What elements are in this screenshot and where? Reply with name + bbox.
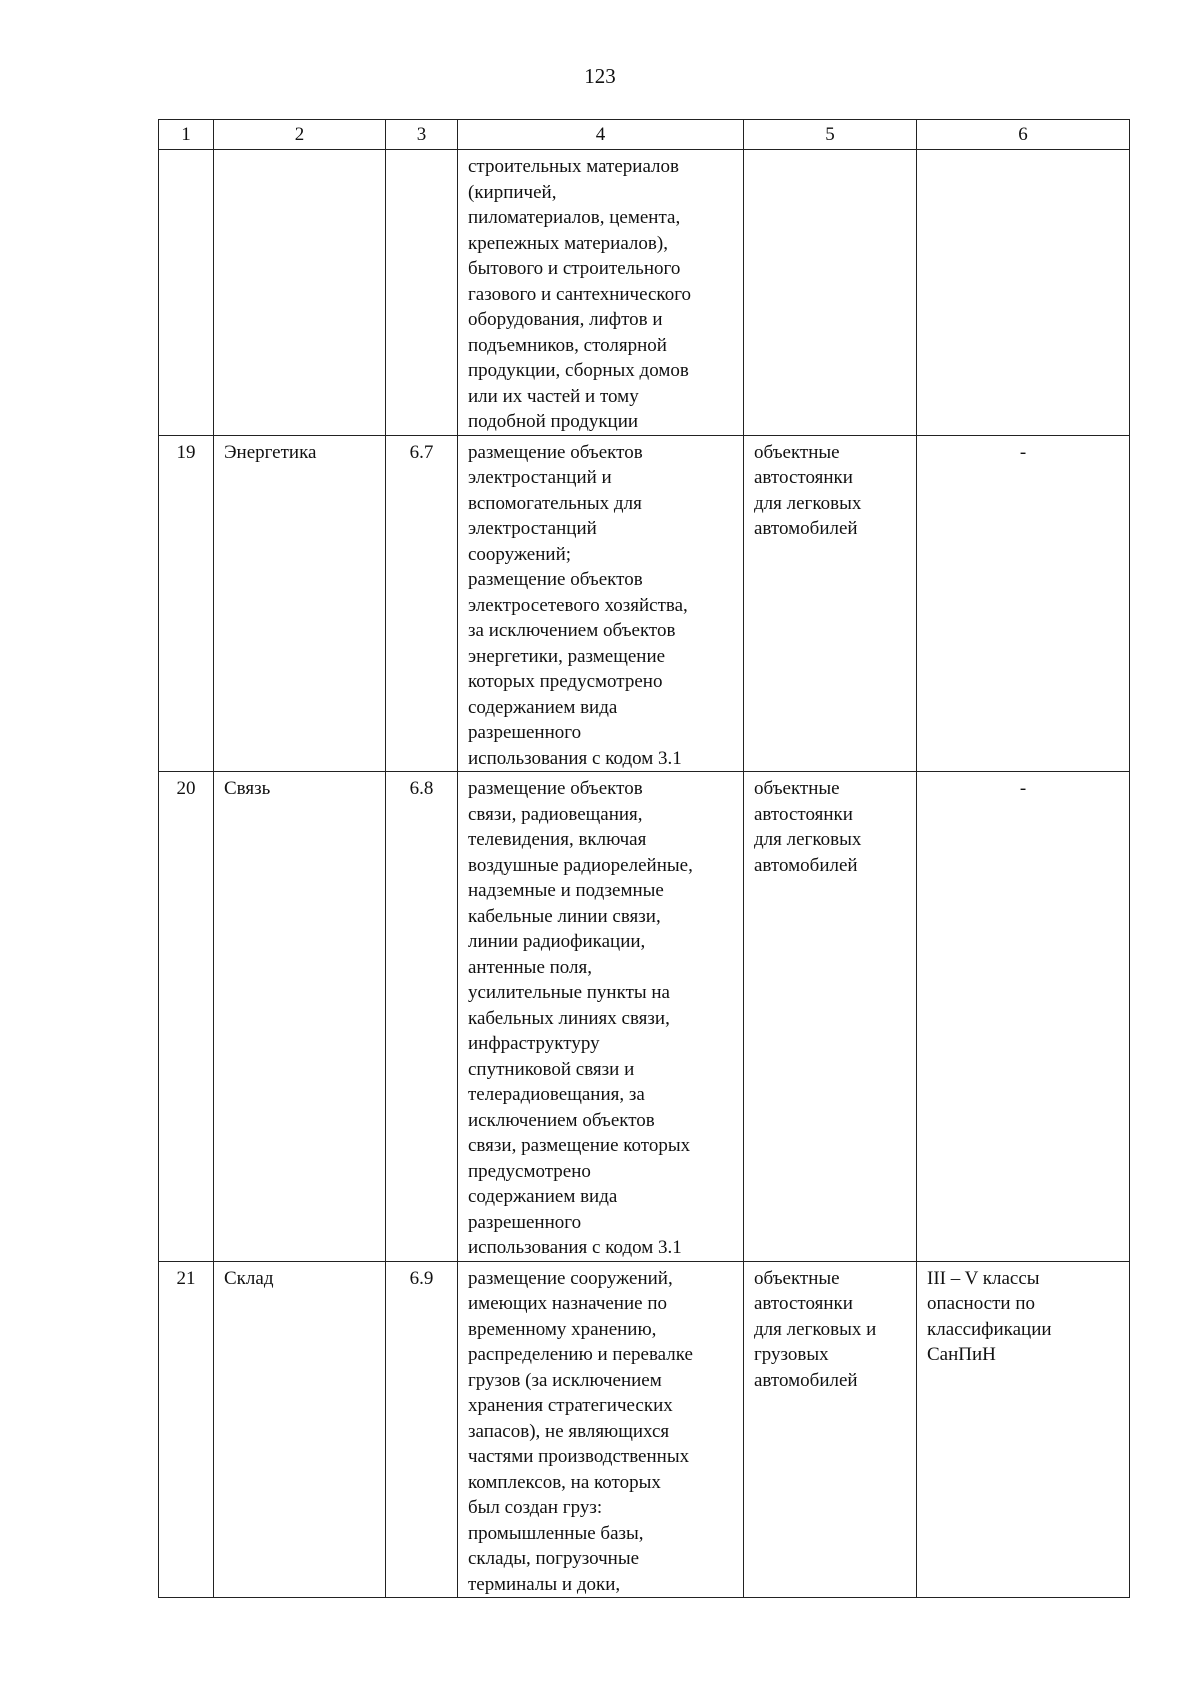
col6-cell: III – V классы опасности по классификации СанПиН	[927, 1267, 1052, 1365]
row-name: Связь	[224, 778, 271, 799]
parking-cell: объектные автостоянки для легковых автомобилей	[754, 778, 862, 876]
header-cell-6: 6	[917, 120, 1130, 150]
row-number: 21	[176, 1267, 196, 1289]
table-row	[159, 772, 1130, 1262]
description-cell: размещение объектов электростанций и вспомогательных для электростанций сооружений; размещение объектов электросетевого хозяйства, за исключением объектов энергетики, размещение которых предусмотрено содержанием вида разрешенного использования с кодом 3.1	[468, 441, 688, 769]
row-code: 6.7	[409, 441, 434, 463]
parking-cell: объектные автостоянки для легковых автомобилей	[754, 441, 862, 539]
land-use-table	[158, 119, 1130, 1598]
cell-empty	[744, 150, 917, 436]
header-cell-1: 1	[159, 120, 214, 150]
col6-cell: -	[1019, 778, 1027, 799]
table-header-row	[159, 120, 1130, 150]
row-code: 6.8	[409, 778, 434, 799]
row-number: 20	[176, 778, 196, 799]
header-cell-4: 4	[458, 120, 744, 150]
description-cell: размещение объектов связи, радиовещания, телевидения, включая воздушные радиорелейные, надземные и подземные кабельные линии связи, линии радиофикации, антенные поля, усилительные пункты на кабельных линиях связи, инфраструктуру спутниковой связи и телерадиовещания, за исключением объектов связи, размещение которых предусмотрено содержанием вида разрешенного использования с кодом 3.1	[468, 778, 693, 1258]
description-cell: размещение сооружений, имеющих назначение по временному хранению, распределению и перевалке грузов (за исключением хранения стратегических запасов), не являющихся частями производственных комплексов, на которых был создан груз: промышленные базы, склады, погрузочные терминалы и доки,	[468, 1267, 693, 1595]
cell-empty	[214, 150, 386, 436]
table-row-continuation	[159, 150, 1130, 436]
description-cell: строительных материалов (кирпичей, пиломатериалов, цемента, крепежных материалов), бытового и строительного газового и сантехнического оборудования, лифтов и подъемников, столярной продукции, сборных домов или их частей и тому подобной продукции	[468, 156, 692, 432]
row-name: Склад	[224, 1267, 274, 1289]
parking-cell: объектные автостоянки для легковых и грузовых автомобилей	[754, 1267, 877, 1391]
row-number: 19	[176, 441, 196, 463]
table-row	[159, 435, 1130, 772]
page-number: 123	[584, 64, 616, 88]
row-name: Энергетика	[224, 441, 317, 463]
header-cell-2: 2	[214, 120, 386, 150]
table-row	[159, 1261, 1130, 1598]
header-cell-3: 3	[386, 120, 458, 150]
cell-empty	[917, 150, 1130, 436]
cell-empty	[159, 150, 214, 436]
cell-empty	[386, 150, 458, 436]
col6-cell: -	[1019, 441, 1027, 463]
row-code: 6.9	[409, 1267, 434, 1289]
header-cell-5: 5	[744, 120, 917, 150]
